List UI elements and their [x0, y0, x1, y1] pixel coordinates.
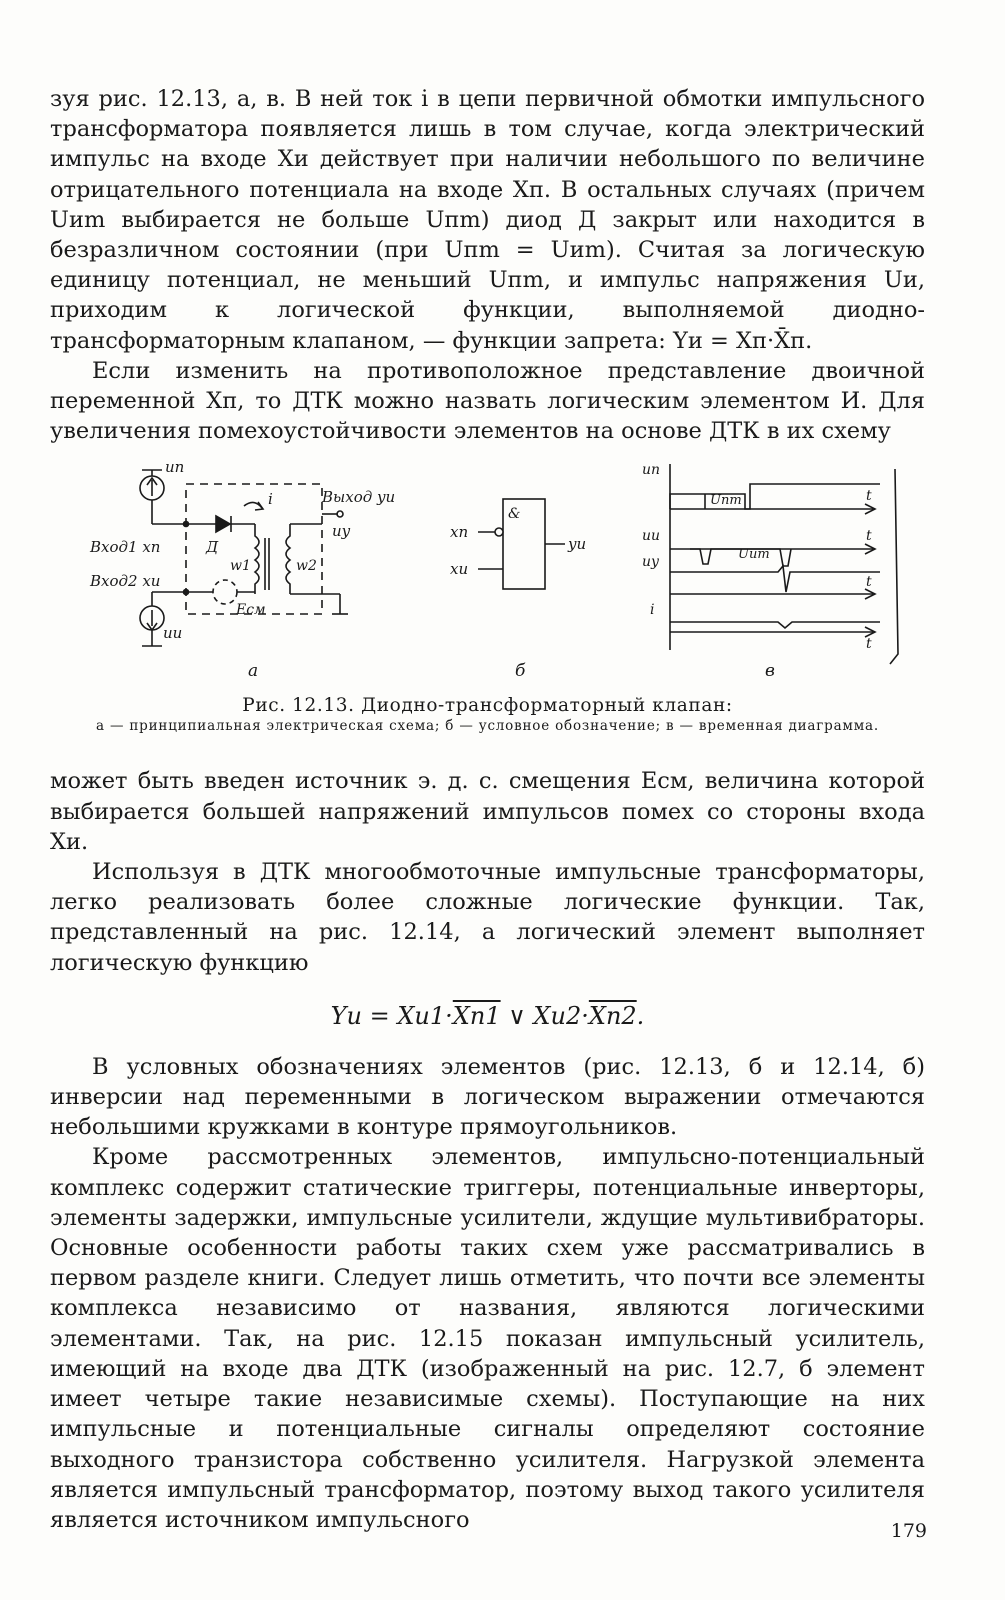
label-v-uy: uу: [642, 554, 660, 571]
paragraph-2: Если изменить на противоположное представление двоичной переменной Xп, то ДТК можно назвать логическим элементом И. Для увеличения помехоустойчивости элементов на основе ДТК в их схему: [50, 357, 925, 445]
label-v-upm: Uпm: [710, 493, 742, 509]
waveform-i: [670, 622, 880, 628]
figure-caption: [50, 694, 925, 735]
paragraph-1: зуя рис. 12.13, а, в. В ней ток i в цепи первичной обмотки импульсного трансформатора появляется лишь в том случае, когда электрический импульс на входе Xи действует при наличии небольшого по величине отрицательного потенциала на входе Xп. В остальных случаях (причем Uиm выбирается не больше Uпm) диод Д закрыт или находится в безразличном состоянии (при Uпm = Uиm). Считая за логическую единицу потенциал, не меньший Uпm, и импульс напряжения Uи, приходим к логической функции, выполняемой диодно-трансформаторным клапаном, — функции запрета: Yи = Xп·X̄п.: [50, 86, 925, 354]
paragraph-4: Используя в ДТК многообмоточные импульсные трансформаторы, легко реализовать более сложные логические функции. Так, представленный на рис. 12.14, а логический элемент выполняет логическую функцию: [50, 859, 925, 976]
label-panel-b: б: [515, 661, 526, 682]
label-and: &: [508, 506, 521, 523]
label-xi: xи: [450, 560, 469, 579]
label-v-t2: t: [866, 528, 872, 545]
formula-bar2: Xп2: [588, 1001, 637, 1030]
label-w1: w1: [230, 558, 251, 575]
paragraph-6: Кроме рассмотренных элементов, импульсно-потенциальный комплекс содержит статические триггеры, потенциальные инверторы, элементы задержки, импульсные усилители, ждущие мультивибраторы. Основные особенности работы таких схем уже рассматривались в первом разделе книги. Следует лишь отметить, что почти все элементы комплекса независимо от названия, являются логическими элементами. Так, на рис. 12.15 показан импульсный усилитель, имеющий на входе два ДТК (изображенный на рис. 12.7, б элемент имеет четыре такие независимые схемы). Поступающие на них импульсные и потенциальные сигналы определяют состояние выходного транзистора собственно усилителя. Нагрузкой элемента является импульсный трансформатор, поэтому выход такого усилителя является источником импульсного: [50, 1144, 925, 1533]
label-current: i: [268, 490, 273, 509]
label-v-i: i: [650, 602, 655, 619]
label-output: Выход yи: [322, 488, 396, 507]
formula: [50, 996, 925, 1036]
page-body: [50, 84, 925, 1535]
label-ecm: Eсм: [236, 602, 266, 619]
caption-parts: а — принципиальная электрическая схема; б — условное обозначение; в — временная диаграмма.: [96, 718, 879, 735]
label-xp: xп: [450, 523, 469, 542]
formula-left: Yи = Xи1·: [330, 1001, 453, 1030]
formula-end: .: [636, 1001, 645, 1030]
caption-title: Рис. 12.13. Диодно-трансформаторный клапан:: [242, 695, 733, 717]
label-v-up: uп: [642, 462, 661, 479]
label-uy: uу: [332, 522, 351, 541]
label-ui: uи: [163, 624, 183, 643]
label-panel-v: в: [765, 661, 775, 682]
paragraph-5: В условных обозначениях элементов (рис. 12.13, б и 12.14, б) инверсии над переменными в логическом выражении отмечаются небольшими кружками в контуре прямоугольников.: [50, 1053, 925, 1141]
label-panel-a: а: [248, 661, 259, 682]
source-ecm: [213, 580, 237, 604]
label-diode: Д: [206, 538, 219, 557]
label-v-t1: t: [866, 488, 872, 505]
formula-mid: ∨ Xи2·: [500, 1001, 589, 1030]
waveform-up: [670, 484, 880, 509]
page-number: 179: [890, 1520, 927, 1542]
label-w2: w2: [296, 558, 317, 575]
label-input1: Вход1 xп: [90, 538, 161, 557]
waveform-uy: [670, 566, 880, 592]
label-v-t3: t: [866, 574, 872, 591]
label-input2: Вход2 xи: [90, 572, 161, 591]
label-v-ui: uи: [642, 528, 661, 545]
figure-12-13: [50, 454, 925, 744]
formula-bar1: Xп1: [452, 1001, 501, 1030]
paragraph-3: может быть введен источник э. д. с. смещения Eсм, величина которой выбирается большей напряжений импульсов помех со стороны входа Xи.: [50, 768, 925, 855]
label-yi: yи: [568, 535, 587, 554]
label-up: uп: [165, 458, 185, 477]
label-v-t4: t: [866, 636, 872, 653]
label-v-uim: Uиm: [738, 547, 770, 563]
